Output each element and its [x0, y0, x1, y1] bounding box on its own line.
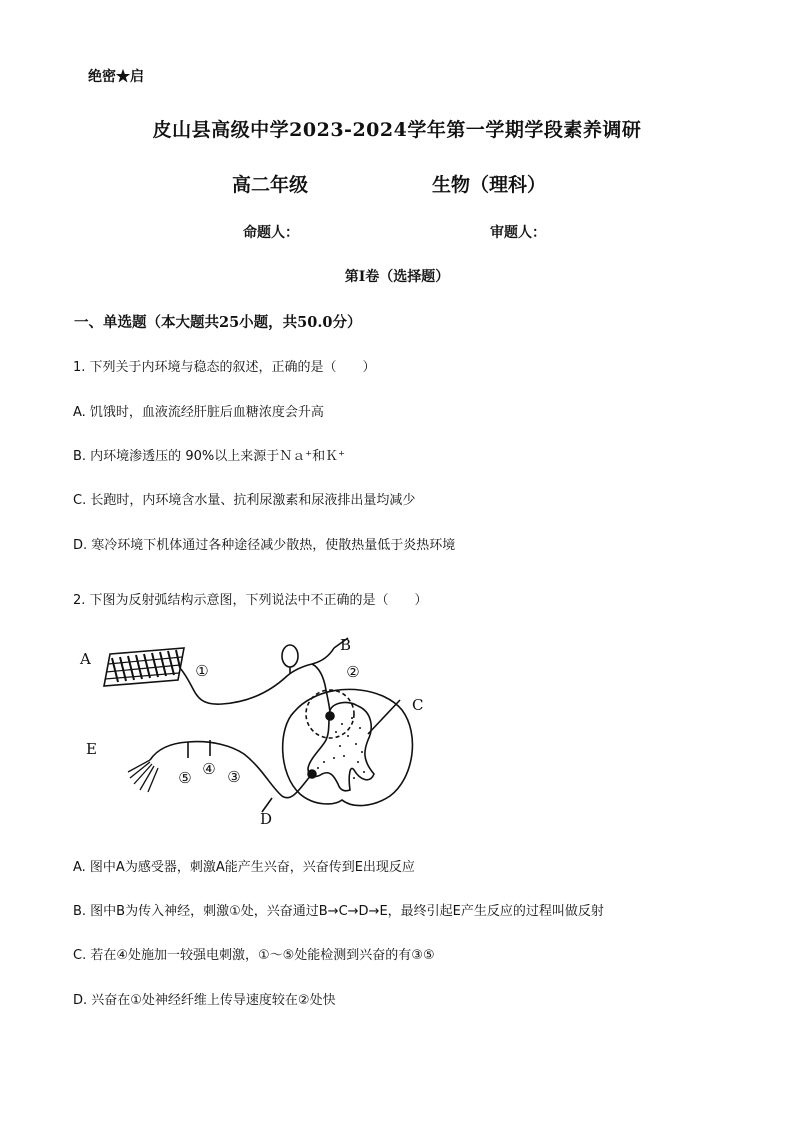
label-5: ⑤ — [178, 769, 192, 787]
grade-label: 高二年级 — [232, 174, 309, 196]
reflex-arc-diagram — [72, 628, 450, 830]
reviewer-label: 审题人： — [490, 225, 546, 241]
grey-matter-stipple — [317, 717, 365, 779]
label-4: ④ — [202, 760, 216, 778]
question-2-option-d: D. 兴奋在①处神经纤维上传导速度较在②处快 — [73, 993, 336, 1008]
label-3: ③ — [227, 768, 241, 786]
question-1-option-a: A. 饥饿时，血液流经肝脏后血糖浓度会升高 — [73, 405, 324, 420]
question-2-option-a: A. 图中A为感受器，刺激A能产生兴奋，兴奋传到E出现反应 — [73, 860, 415, 875]
question-1-stem: 1. 下列关于内环境与稳态的叙述，正确的是（ ） — [73, 360, 376, 375]
question-1-option-c: C. 长跑时，内环境含水量、抗利尿激素和尿液排出量均减少 — [73, 493, 416, 508]
receptor-skin-icon — [104, 648, 184, 686]
label-1: ① — [195, 662, 209, 680]
exam-title: 皮山县高级中学2023-2024学年第一学期学段素养调研 — [152, 119, 642, 141]
question-1-option-d: D. 寒冷环境下机体通过各种途径减少散热，使散热量低于炎热环境 — [73, 538, 456, 553]
setter-label: 命题人： — [243, 225, 299, 241]
label-E: E — [86, 740, 97, 758]
volume-title: 第Ⅰ卷（选择题） — [344, 269, 450, 285]
confidential-seal: 绝密★启 — [88, 69, 144, 85]
label-B: B — [340, 636, 352, 654]
subject-label: 生物（理科） — [432, 174, 547, 196]
question-1-option-b: B. 内环境渗透压的 90%以上来源于Ｎａ⁺和Ｋ⁺ — [73, 449, 345, 464]
question-2-option-b: B. 图中B为传入神经，刺激①处，兴奋通过B→C→D→E，最终引起E产生反应的过程叫做反射 — [73, 904, 604, 919]
question-2-stem: 2. 下图为反射弧结构示意图，下列说法中不正确的是（ ） — [73, 593, 428, 608]
label-A: A — [80, 650, 91, 668]
section-title: 一、单选题（本大题共25小题，共50.0分） — [74, 314, 362, 331]
label-C: C — [412, 696, 424, 714]
question-2-option-c: C. 若在④处施加一较强电刺激，①～⑤处能检测到兴奋的有③⑤ — [73, 948, 435, 963]
label-2: ② — [346, 663, 360, 681]
label-D: D — [260, 810, 273, 828]
